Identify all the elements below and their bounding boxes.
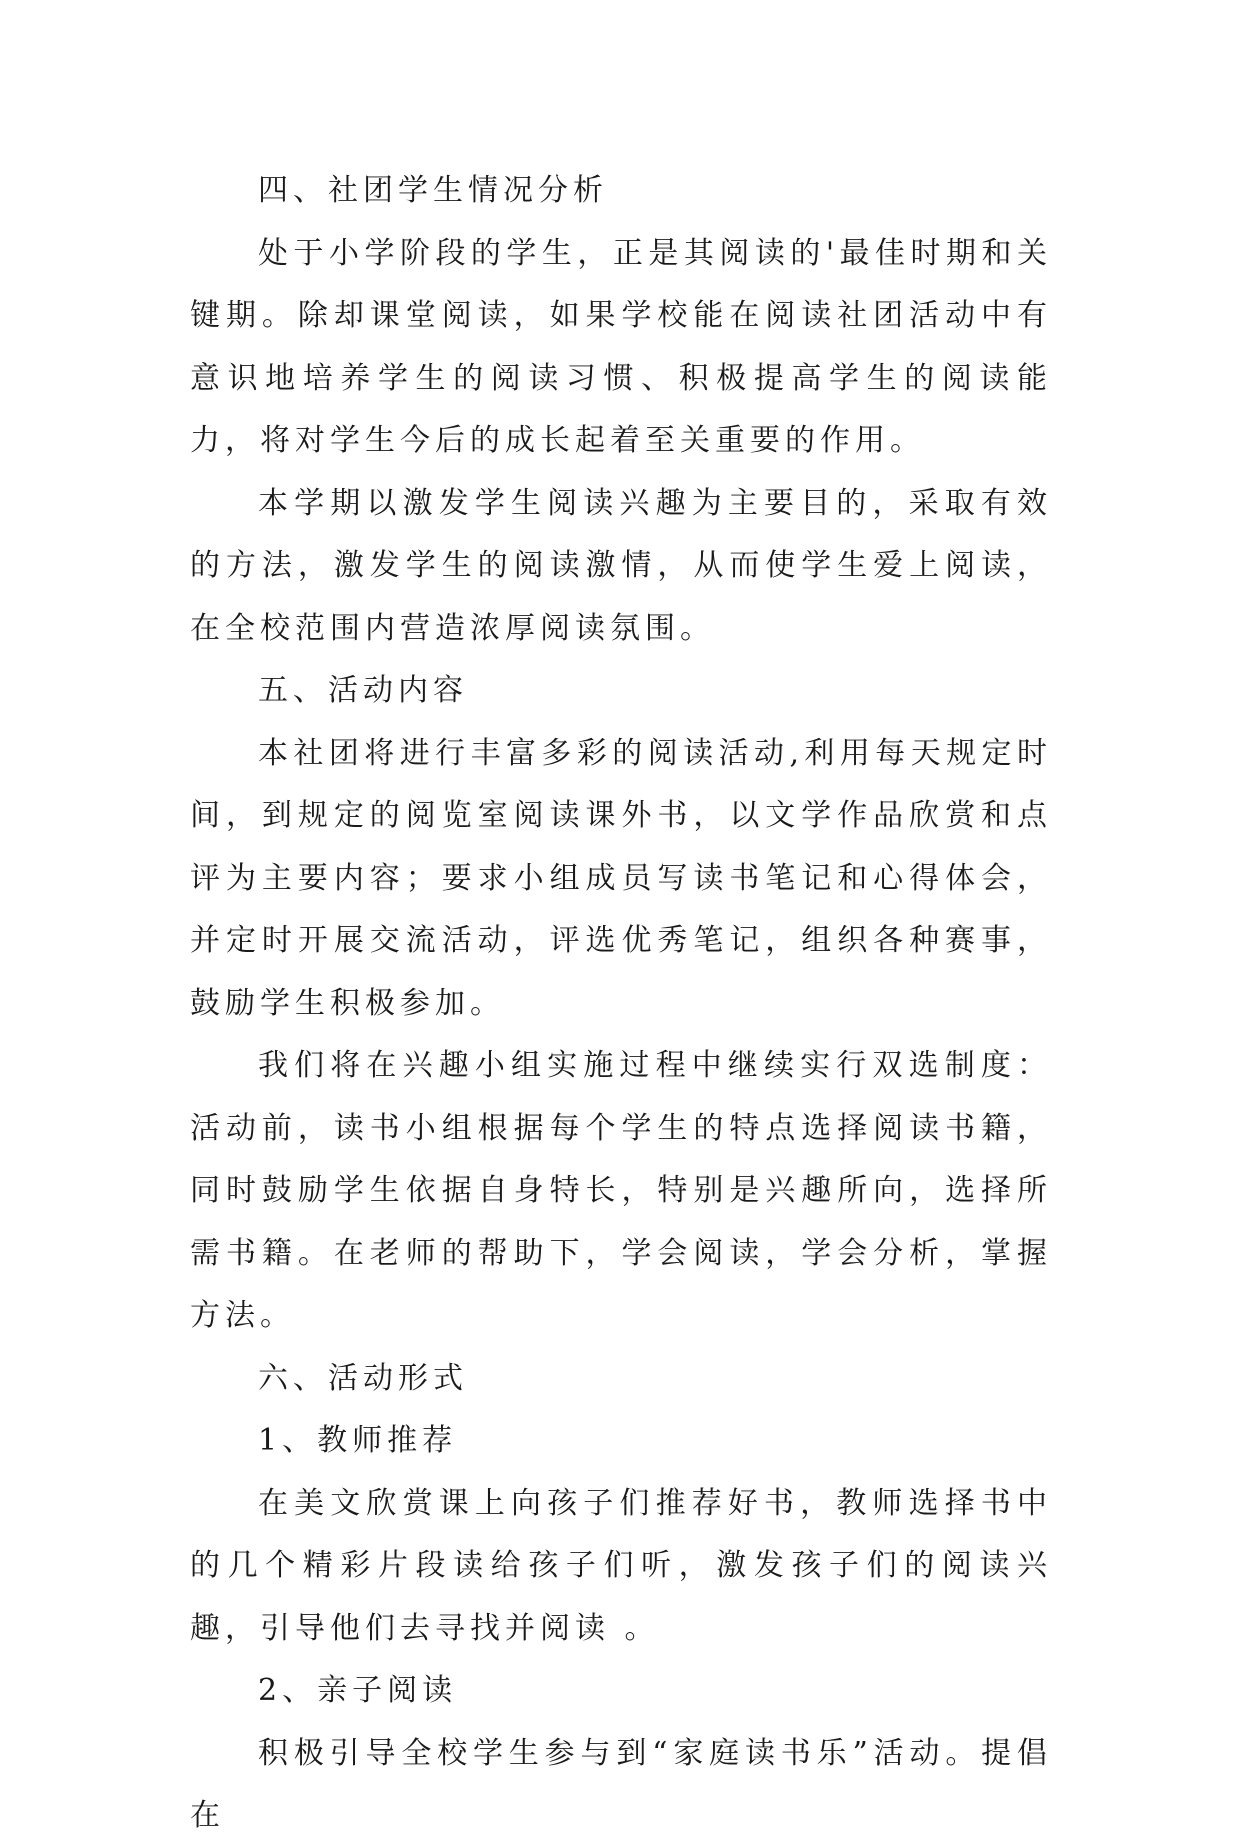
paragraph-teacher-recommend: 在美文欣赏课上向孩子们推荐好书，教师选择书中的几个精彩片段读给孩子们听，激发孩子们的阅读兴趣，引导他们去寻找并阅读 。: [190, 1485, 1052, 1646]
paragraph-semester-goal: 本学期以激发学生阅读兴趣为主要目的，采取有效的方法，激发学生的阅读激情，从而使学生爱上阅读，在全校范围内营造浓厚阅读氛围。: [190, 485, 1052, 646]
subheading-teacher-recommend: 1、教师推荐: [258, 1423, 458, 1458]
paragraph-dual-selection: 我们将在兴趣小组实施过程中继续实行双选制度：活动前，读书小组根据每个学生的特点选择阅读书籍，同时鼓励学生依据自身特长，特别是兴趣所向，选择所需书籍。在老师的帮助下，学会阅读，学会分析，掌握方法。: [190, 1048, 1052, 1333]
section-heading-5: 五、活动内容: [258, 673, 468, 708]
paragraph-student-analysis: 处于小学阶段的学生，正是其阅读的'最佳时期和关键期。除却课堂阅读，如果学校能在阅读社团活动中有意识地培养学生的阅读习惯、积极提高学生的阅读能力，将对学生今后的成长起着至关重要的作用。: [190, 235, 1052, 458]
section-heading-6: 六、活动形式: [258, 1360, 468, 1396]
subheading-parent-child-reading: 2、亲子阅读: [258, 1673, 458, 1708]
document-body: [190, 160, 1052, 1848]
paragraph-family-reading: 积极引导全校学生参与到“家庭读书乐”活动。提倡在: [190, 1735, 1052, 1833]
section-heading-4: 四、社团学生情况分析: [258, 173, 608, 208]
paragraph-activity-content: 本社团将进行丰富多彩的阅读活动,利用每天规定时间，到规定的阅览室阅读课外书，以文学作品欣赏和点评为主要内容；要求小组成员写读书笔记和心得体会，并定时开展交流活动，评选优秀笔记，组织各种赛事，鼓励学生积极参加。: [190, 735, 1052, 1021]
